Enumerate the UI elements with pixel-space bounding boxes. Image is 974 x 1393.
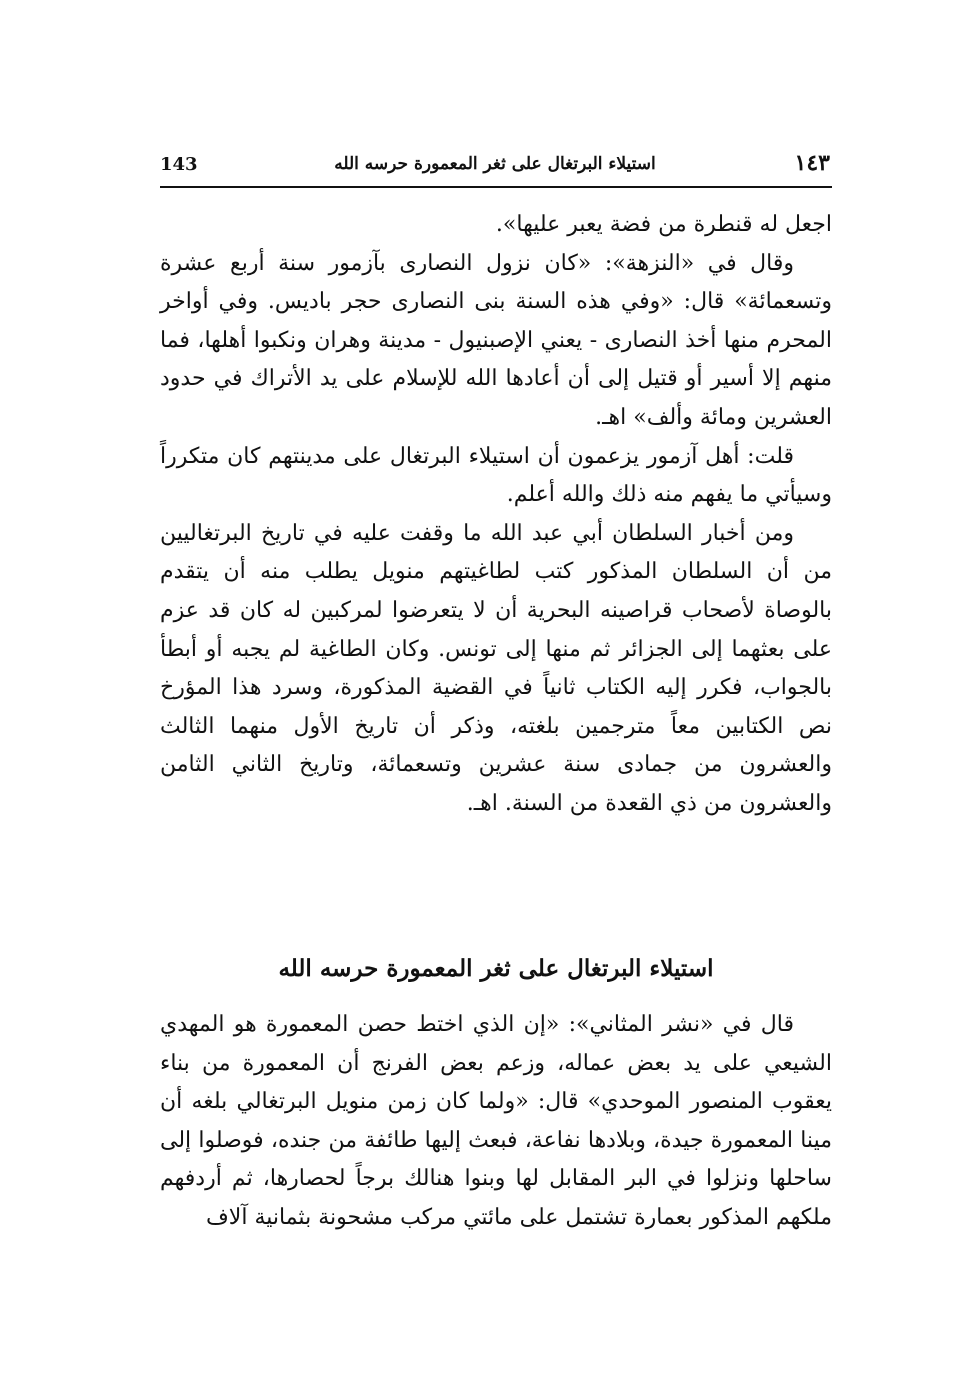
paragraph: قال في «نشر المثاني»: «إن الذي اختط حصن المعمورة هو المهدي الشيعي على يد بعض عماله، وزعم بعض الفرنج أن المعمورة من بناء يعقوب المنصور الموحدي» قال: «ولما كان زمن منويل البرتغالي بلغه أن مينا المعمورة جيدة، وبلادها نفاعة، فبعث إليها طائفة من جنده، فوصلوا إلى ساحلها ونزلوا في البر المقابل لها وبنوا هنالك برجاً لحصارها، ثم أردفهم ملكهم المذكور بعمارة تشتمل على مائتي مركب مشحونة بثمانية آلاف <box>160 1012 832 1230</box>
page-number-latin: 143 <box>160 154 198 175</box>
paragraph: ومن أخبار السلطان أبي عبد الله ما وقفت عليه في تاريخ البرتغاليين من أن السلطان المذكور كتب لطاغيتهم منويل يطلب منه أن يتقدم بالوصاة لأصحاب قراصينه البحرية أن لا يتعرضوا لمركبين له كان قد عزم على بعثهما إلى الجزائر ثم منها إلى تونس. وكان الطاغية لم يجبه أو أبطأ بالجواب، فكرر إليه الكتاب ثانياً في القضية المذكورة، وسرد هذا المؤرخ نص الكتابين معاً مترجمين بلغته، وذكر أن تاريخ الأول منهما الثالث والعشرون من جمادى سنة عشرين وتسعمائة، وتاريخ الثاني الثامن والعشرون من ذي القعدة من السنة. اهـ. <box>160 520 832 816</box>
section-heading: استيلاء البرتغال على ثغر المعمورة حرسه الله <box>278 955 714 982</box>
header-rule <box>160 186 832 188</box>
page-number-arabic: ١٤٣ <box>794 150 830 176</box>
running-title: استيلاء البرتغال على ثغر المعمورة حرسه الله <box>334 154 656 174</box>
body-text-bottom <box>160 1006 832 1238</box>
paragraph: قلت: أهل آزمور يزعمون أن استيلاء البرتغال على مدينتهم كان متكرراً وسيأتي ما يفهم منه ذلك والله أعلم. <box>160 443 832 508</box>
paragraph-continuation: اجعل له قنطرة من فضة يعبر عليها». <box>495 212 832 237</box>
page-header <box>160 148 830 184</box>
body-text-top <box>160 206 832 824</box>
paragraph: وقال في «النزهة»: «كان نزول النصارى بآزمور سنة أربع عشرة وتسعمائة» قال: «وفي هذه السنة بنى النصارى حجر باديس. وفي أواخر المحرم منها أخذ النصارى - يعني الإصبنيول - مدينة وهران ونكبوا أهلها، فما منهم إلا أسير أو قتيل إلى أن أعادها الله للإسلام على يد الأتراك في حدود العشرين ومائة وألف» اهـ. <box>160 250 832 430</box>
